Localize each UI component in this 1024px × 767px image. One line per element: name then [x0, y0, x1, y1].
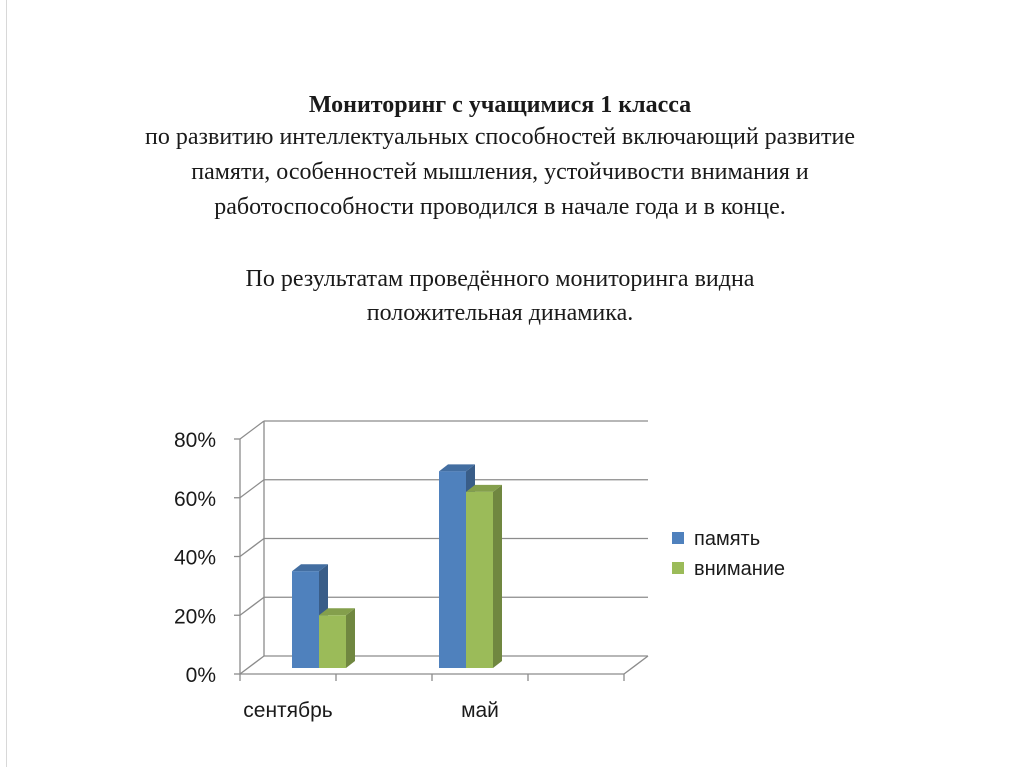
gridline-side	[240, 656, 264, 674]
slide-conclusion: По результатам проведённого мониторинга видна положительная динамика.	[245, 266, 755, 326]
gridline-side	[240, 539, 264, 557]
bar-front	[319, 615, 346, 668]
bar-side	[493, 485, 502, 668]
y-tick-label: 80%	[173, 429, 216, 452]
legend-label-внимание: внимание	[694, 558, 786, 580]
y-tick-label: 0%	[185, 664, 216, 687]
bar-front	[466, 492, 493, 668]
bar-front	[439, 471, 466, 668]
legend-swatch-внимание	[672, 562, 684, 574]
x-category-label: сентябрь	[243, 699, 333, 722]
slide-description: по развитию интеллектуальных способностей включающий развитие памяти, особенностей мышления, устойчивости внимания и работоспособности проводился в начале года и в конце.	[145, 124, 855, 220]
floor-edge	[624, 656, 648, 674]
bar-side	[346, 608, 355, 668]
gridline-side	[240, 421, 264, 439]
legend-label-память: память	[694, 528, 761, 550]
y-tick-label: 20%	[173, 605, 216, 629]
bar-внимание-май	[466, 485, 502, 668]
slide-title: Мониторинг с учащимися 1 класса	[308, 92, 692, 118]
y-tick-label: 60%	[173, 487, 216, 511]
gridline-side	[240, 480, 264, 498]
y-tick-label: 40%	[173, 546, 216, 570]
bar-внимание-сентябрь	[319, 608, 355, 668]
gridline-side	[240, 597, 264, 615]
legend-swatch-память	[672, 532, 684, 544]
x-category-label: май	[461, 699, 499, 722]
bar-front	[292, 571, 319, 668]
